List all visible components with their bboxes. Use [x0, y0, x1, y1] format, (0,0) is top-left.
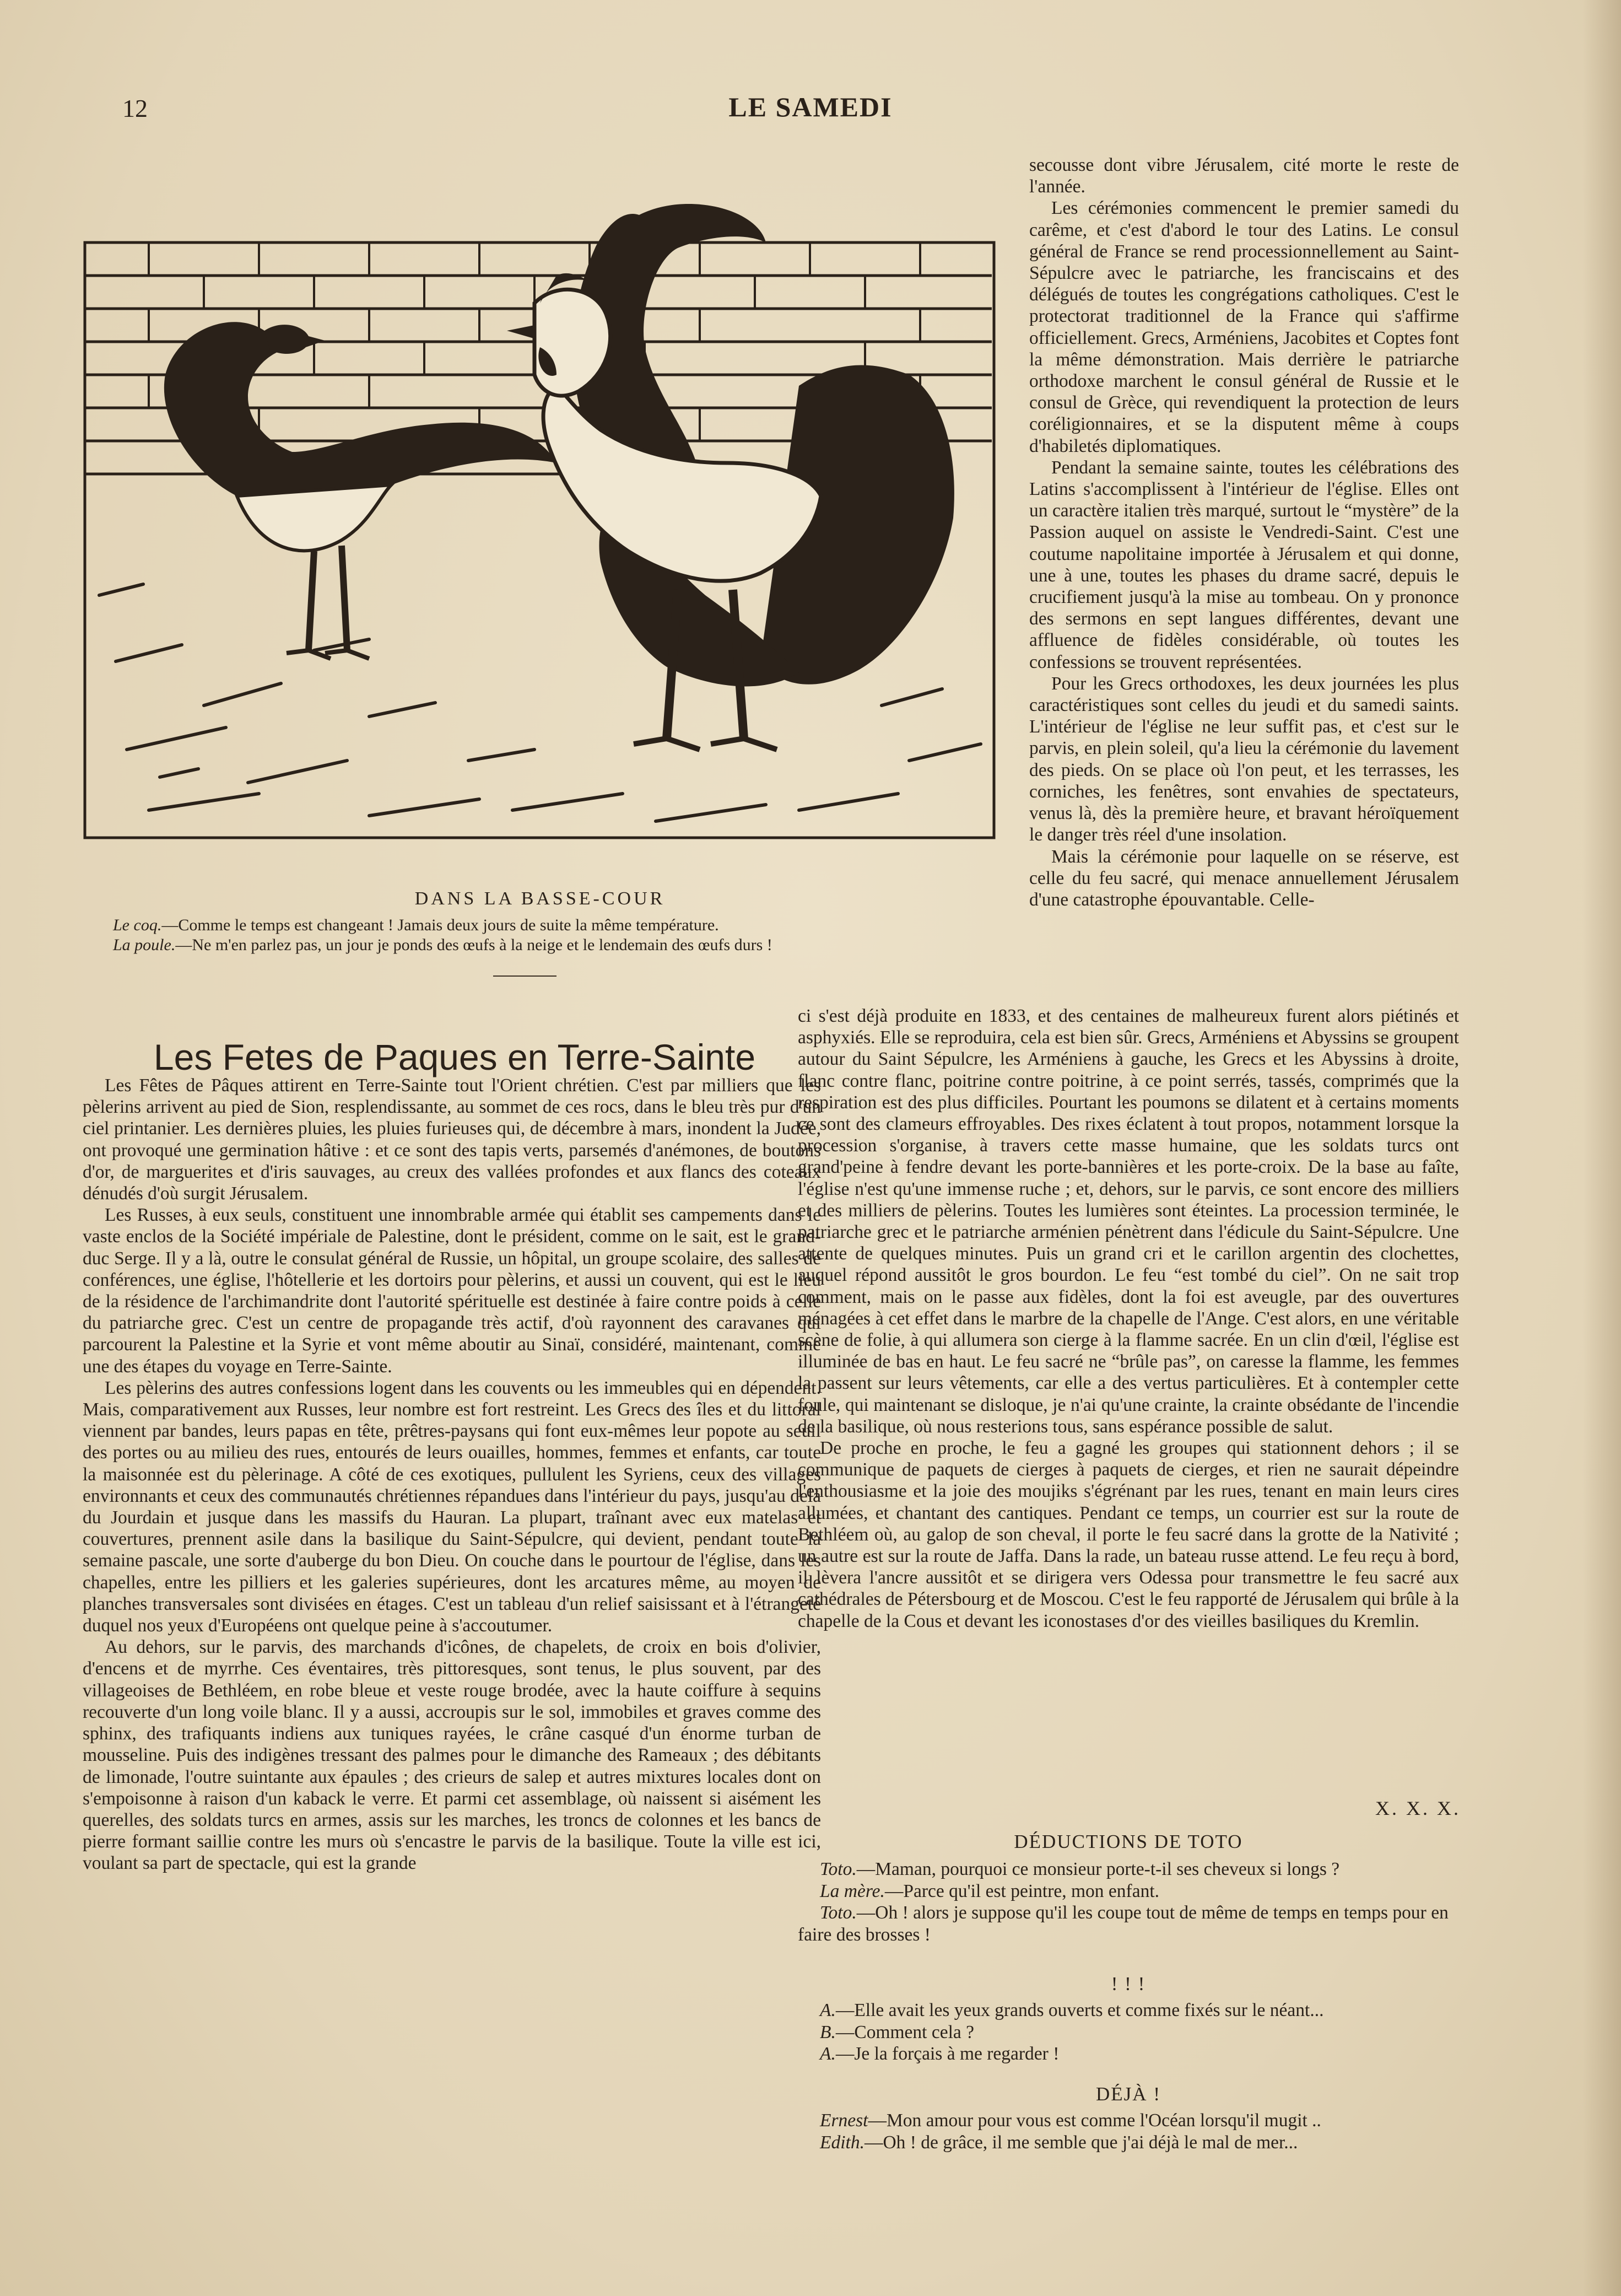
- page-edge-shadow: [1582, 0, 1621, 2296]
- article-paragraph: Les pèlerins des autres confessions logent dans les couvents ou les immeubles qui en dépendent. Mais, comparativement aux Russes, leur nombre est fort restreint. Les Grecs des îles et du littoral viennent par bandes, leurs papas en tête, prêtres-paysans qui font eux-mêmes leur popote au seuil des portes ou au milieu des rues, entourés de leurs ouailles, hommes, femmes et enfants, car toute la maisonnée est du pèlerinage. A côté de ces exotiques, pullulent les Syriens, ceux des villages environnants et ceux des communautés chrétiennes répandues dans l'intérieur du pays, jusqu'au delà du Jourdain et jusque dans les massifs du Hauran. La plupart, traînant avec eux matelas et couvertures, prennent asile dans la basilique du Saint-Sépulcre, qui devient, pendant toute la semaine pascale, une sorte d'auberge du bon Dieu. On couche dans le pourtour de l'église, dans les chapelles, entre les pilliers et les galeries supérieures, dont les arcatures même, au moyen de planches transversales sont divisées en étages. C'est un tableau d'un relief saisissant et à l'étrangeté duquel nos yeux d'Européens ont quelque peine à s'accoutumer.: [83, 1377, 821, 1636]
- exclaim-title: ! ! !: [1111, 1973, 1146, 1995]
- article-paragraph: De proche en proche, le feu a gagné les groupes qui stationnent dehors ; il se communique de paquets de cierges à paquets de cierges, et rien ne saurait dépeindre l'enthousiasme et la joie des moujiks s'égrénant par les rues, tenant en main leurs cires allumées, et chantant des cantiques. Pendant ce temps, un courrier est sur la route de Bethléem où, au galop de son cheval, il porte le feu sacré dans la grotte de la Nativité ; un autre est sur la route de Jaffa. Dans la rade, un bateau russe attend. Le feu reçu à bord, il lèvera l'ancre aussitôt et se dirigera vers Odessa pour transmettre le feu sacré aux cathédrales de Pétersbourg et de Moscou. C'est le feu rapporté de Jérusalem qui brûle à la chapelle de la Cous et devant les iconostases d'or des vieilles basiliques du Kremlin.: [798, 1438, 1459, 1631]
- article-paragraph: Pendant la semaine sainte, toutes les célébrations des Latins s'accomplissent à l'intérieur de l'église. Elles ont un caractère italien très marqué, surtout le “mystère” de la Passion auquel on assiste le Vendredi-Saint. C'est une coutume napolitaine importée à Jérusalem et qui donne, une à une, toutes les phases du drame sacré, depuis le crucifiement jusqu'à la mise au tombeau. On y prononce des sermons en sept langues différentes, devant une affluence de fidèles considérable, où toutes les confessions se trouvent représentées.: [1029, 457, 1459, 672]
- article-paragraph: Les Fêtes de Pâques attirent en Terre-Sainte tout l'Orient chrétien. C'est par milliers que les pèlerins arrivent au pied de Sion, resplendissante, au sommet de ces rocs, dans le bleu très pur d'un ciel printanier. Les dernières pluies, les pluies furieuses qui, de décembre à mars, inondent la Judée, ont provoqué une germination hâtive : et ce sont des tapis verts, parsemés d'anémones, de boutons d'or, de marguerites et d'iris sauvages, au creux des vallées profondes et aux flancs des coteaux dénudés d'où surgit Jérusalem.: [83, 1075, 821, 1204]
- article-paragraph: Mais la cérémonie pour laquelle on se réserve, est celle du feu sacré, qui menace annuellement Jérusalem d'une catastrophe épouvantable. Celle-: [1029, 846, 1459, 910]
- article-signature: X. X. X.: [1375, 1797, 1461, 1819]
- article-title: Les Fetes de Paques en Terre-Sainte: [153, 1037, 756, 1078]
- illustration-title: DANS LA BASSE-COUR: [414, 888, 666, 909]
- dialogue-line: [798, 2132, 1459, 2154]
- article-paragraph: ci s'est déjà produite en 1833, et des centaines de malheureux furent alors piétinés et asphyxiés. Elle se reproduira, cela est bien sûr. Grecs, Arméniens et Abyssins se groupent autour du Saint Sépulcre, les Arméniens à gauche, les Grecs et les Abyssins à droite, flanc contre flanc, poitrine contre poitrine, à ce point serrés, tassés, comprimés que la respiration est des plus difficiles. Pourtant les poumons se dilatent et à certains moments ce sont des clameurs effroyables. Des rixes éclatent à tout propos, notamment lorsque la procession s'organise, à travers cette masse humaine, que les soldats turcs ont grand'peine à fendre devant les porte-bannières et les porte-croix. De la base au faîte, l'église n'est qu'une immense ruche ; et, dehors, sur le parvis, ce sont encore des milliers et des milliers de pèlerins. Toutes les lumières sont éteintes. La procession terminée, le patriarche grec et le patriarche arménien pénètrent dans l'édicule du Saint-Sépulcre. Une attente de quelques minutes. Puis un grand cri et le carillon argentin des clochettes, auquel répond aussitôt le gros bourdon. Le feu “est tombé du ciel”. On ne sait trop comment, mais on le passe aux fidèles, dont la foi est aveugle, par des ouvertures ménagées à cet effet dans le marbre de la chapelle de l'Ange. C'est alors, en une véritable scène de folie, à qui allumera son cierge à la flamme sacrée. En un clin d'œil, l'église est illuminée de bas en haut. Le feu sacré ne “brûle pas”, on caresse la flamme, les femmes la passent sur leurs vêtements, car elle a des vertus particulières. Et à contempler cette foule, qui maintenant se disloque, je n'ai qu'une crainte, la crainte obsédante de l'incendie de la basilique, où nous resterions tous, sans espérance possible de salut.: [798, 1006, 1459, 1437]
- hen-figure: [164, 322, 556, 659]
- separator-rule: [493, 975, 556, 977]
- dialogue-text: —Comment cela ?: [835, 2022, 975, 2042]
- caption-text: —Ne m'en parlez pas, un jour je ponds des œufs à la neige et le lendemain des œufs durs !: [175, 936, 772, 954]
- dialogue-text: —Maman, pourquoi ce monsieur porte-t-il ses cheveux si longs ?: [856, 1859, 1340, 1879]
- dialogue-line: [798, 2110, 1459, 2132]
- toto-title: DÉDUCTIONS DE TOTO: [1014, 1831, 1243, 1852]
- dialogue-speaker: Toto.: [820, 1859, 857, 1879]
- dialogue-speaker: A.: [820, 2044, 836, 2064]
- article-paragraph: secousse dont vibre Jérusalem, cité morte le reste de l'année.: [1029, 155, 1459, 197]
- caption-speaker: La poule.: [113, 936, 176, 954]
- dialogue-text: —Oh ! alors je suppose qu'il les coupe tout de même de temps en temps pour en faire des brosses !: [798, 1902, 1449, 1945]
- page-number: 12: [122, 94, 148, 122]
- article-paragraph: Pour les Grecs orthodoxes, les deux journées les plus caractéristiques sont celles du jeudi et du samedi saints. L'intérieur de l'église ne leur suffit pas, et c'est sur le parvis, en plein soleil, qu'a lieu la cérémonie du lavement des pieds. On se place où l'on peut, et les terrasses, les corniches, les fenêtres, sont envahies de spectateurs, venus là, dès la première heure, et bravant héroïquement le danger très réel d'une insolation.: [1029, 673, 1459, 845]
- deja-title: DÉJÀ !: [1096, 2083, 1161, 2105]
- article-paragraph: Au dehors, sur le parvis, des marchands d'icônes, de chapelets, de croix en bois d'olivier, d'encens et de myrrhe. Ces éventaires, très pittoresques, sont tenus, le plus souvent, par des villageoises de Bethléem, en robe bleue et veste rouge brodée, avec la haute coiffure à sequins recouverte d'un long voile blanc. Il y a aussi, accroupis sur le sol, immobiles et graves comme des sphinx, des trafiquants indiens aux tuniques rayées, le crâne casqué d'un énorme turban de mousseline. Puis des indigènes tressant des palmes pour le dimanche des Rameaux ; des débitants de limonade, l'outre suintante aux épaules ; des crieurs de salep et autres mixtures locales dont on s'empoisonne à raison d'un kaback le verre. Et parmi cet assemblage, où naissent si aisément les querelles, des soldats turcs en armes, assis sur les marches, les troncs de colonnes et les bancs de pierre formant saillie contre les murs où s'encastre le parvis de la basilique. Toute la ville est ici, voulant sa part de spectacle, qui est la grande: [83, 1637, 821, 1874]
- rooster-figure: [507, 204, 954, 750]
- dialogue-text: —Elle avait les yeux grands ouverts et comme fixés sur le néant...: [835, 2000, 1324, 2020]
- dialogue-speaker: A.: [820, 2000, 836, 2020]
- article-paragraph: Les cérémonies commencent le premier samedi du carême, et c'est d'abord le tour des Latins. Le consul général de France se rend processionnellement au Saint-Sépulcre avec le patriarche, les franciscains et des délégués de toutes les congrégations catholiques. C'est le protectorat traditionnel de la France qui s'affirme officiellement. Grecs, Arméniens, Jacobites et Coptes font la même démonstration. Mais derrière le patriarche orthodoxe marchent le consul général de Russie et le consul de Grèce, qui revendiquent la protection de leurs coréligionnaires, et se la disputent même à coups d'habiletés diplomatiques.: [1029, 198, 1459, 456]
- caption-line: [113, 916, 719, 935]
- dialogue-speaker: B.: [820, 2022, 836, 2042]
- dialogue-speaker: La mère.: [820, 1880, 885, 1901]
- article-paragraph: Les Russes, à eux seuls, constituent une innombrable armée qui établit ses campements dans le vaste enclos de la Société impériale de Palestine, dont le président, comme on le sait, est le grand-duc Serge. Il y a là, outre le consulat général de Russie, un hôpital, un groupe scolaire, des salles de conférences, une église, l'hôtellerie et les dortoirs pour pèlerins, et aussi un couvent, qui est le lieu de la résidence de l'archimandrite dont l'autorité spérituelle est destinée à faire contre poids à celle du patriarche grec. C'est un centre de propagande très actif, d'où rayonnent des caravanes qui parcourent la Palestine et la Syrie et vont même aboutir au Sinaï, considéré, maintenant, comme une des étapes du voyage en Terre-Sainte.: [83, 1205, 821, 1377]
- dialogue-line: [798, 2043, 1459, 2065]
- dialogue-line: [798, 2022, 1459, 2044]
- dialogue-text: —Parce qu'il est peintre, mon enfant.: [884, 1880, 1160, 1901]
- deja-dialogue: [798, 2110, 1459, 2153]
- toto-dialogue: [798, 1858, 1459, 1945]
- article-left-column: [83, 1075, 821, 1874]
- article-right-column: [1029, 154, 1459, 910]
- dialogue-text: —Mon amour pour vous est comme l'Océan lorsqu'il mugit ..: [868, 2110, 1321, 2131]
- dialogue-line: [798, 1999, 1459, 2022]
- dialogue-speaker: Edith.: [820, 2132, 864, 2153]
- caption-line: [113, 936, 772, 955]
- dialogue-line: [798, 1858, 1459, 1880]
- article-bridge-column: [798, 1005, 1459, 1632]
- farmyard-illustration: [83, 165, 997, 876]
- dialogue-speaker: Ernest: [820, 2110, 868, 2131]
- dialogue-line: [798, 1902, 1459, 1945]
- dialogue-line: [798, 1880, 1459, 1902]
- dialogue-text: —Oh ! de grâce, il me semble que j'ai déjà le mal de mer...: [864, 2132, 1298, 2153]
- exclaim-dialogue: [798, 1999, 1459, 2065]
- dialogue-text: —Je la forçais à me regarder !: [835, 2044, 1060, 2064]
- caption-speaker: Le coq.: [113, 916, 162, 934]
- journal-title: LE SAMEDI: [728, 91, 893, 122]
- dialogue-speaker: Toto.: [820, 1902, 857, 1923]
- caption-text: —Comme le temps est changeant ! Jamais deux jours de suite la même température.: [161, 916, 719, 934]
